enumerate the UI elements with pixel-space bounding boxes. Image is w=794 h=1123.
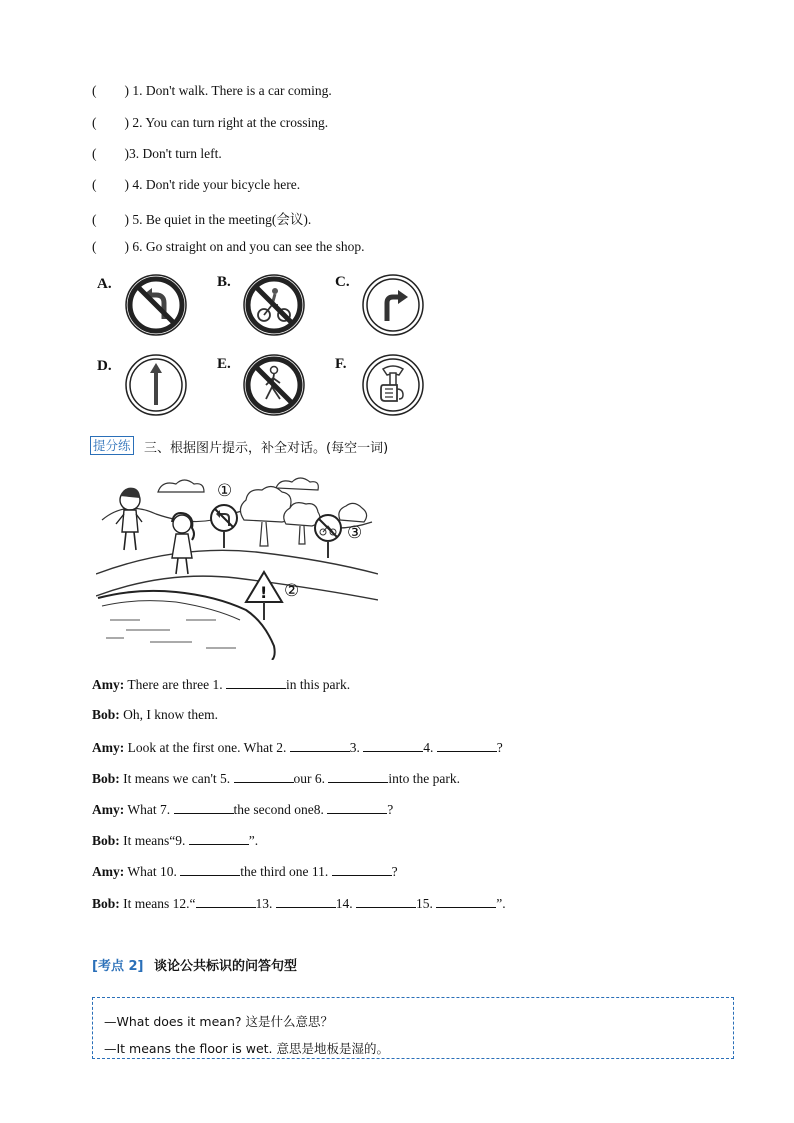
dialogue-text: the second one8. [233,802,328,817]
paren-open: ( [92,239,97,254]
example-line-1: —What does it mean? 这是什么意思？ [104,1014,333,1029]
scene-mark-2: ② [284,581,300,601]
paren-close: ) [124,212,129,227]
question-4 [92,177,300,193]
warning-mark: ! [260,583,268,602]
dialogue-line-6 [92,832,258,849]
dialogue-line-3 [92,739,503,756]
question-5 [92,208,311,228]
be-quiet-icon [361,353,425,417]
dialogue-text: What 10. [127,864,181,879]
dialogue-text: 3. [349,740,364,755]
dialogue-line-2 [92,707,218,723]
dialogue-text: ? [387,802,394,817]
no-walking-icon [242,353,306,417]
turn-right-icon [361,273,425,337]
question-text: 2. You can turn right at the crossing. [132,115,329,130]
dialogue-line-7 [92,863,398,880]
dialogue-text: ? [391,864,398,879]
dialogue-text: 14. [335,896,356,911]
no-left-turn-icon [124,273,188,337]
sign-label-a: A. [97,276,112,292]
blank-2[interactable] [290,739,350,752]
example-line-2: —It means the floor is wet. 意思是地板是湿的。 [104,1041,389,1056]
park-scene-illustration [96,470,378,660]
practice-tag: 提分练 [90,436,134,455]
go-straight-icon [124,353,188,417]
dialogue-text: the third one 11. [240,864,332,879]
dialogue-line-5 [92,801,393,818]
paren-open: ( [92,115,97,130]
kaodian-heading [92,955,297,974]
dialogue-text: It means“9. [123,833,189,848]
kaodian-label: [考点 2] [92,959,144,974]
dialogue-text: 15. [416,896,437,911]
paren-close: ) [124,239,129,254]
dialogue-line-4 [92,770,460,787]
dialogue-text: ”. [248,833,259,848]
dialogue-text: What 7. [127,802,174,817]
sign-label-d: D. [97,358,112,374]
dialogue-text: 13. [255,896,276,911]
speaker-bob: Bob: [92,833,120,848]
speaker-amy: Amy: [92,677,125,692]
blank-3[interactable] [363,739,423,752]
sign-label-e: E. [217,356,231,372]
speaker-amy: Amy: [92,864,125,879]
paren-open: ( [92,212,97,227]
blank-11[interactable] [332,863,392,876]
speaker-amy: Amy: [92,802,125,817]
speaker-bob: Bob: [92,771,120,786]
blank-1[interactable] [226,676,286,689]
paren-close: ) [124,115,129,130]
scene-mark-3: ③ [347,523,363,543]
question-text: 4. Don't ride your bicycle here. [132,177,301,192]
question-text: 1. Don't walk. There is a car coming. [132,83,332,98]
dialogue-text: our 6. [293,771,329,786]
dialogue-text: ? [496,740,503,755]
dialogue-text: into the park. [388,771,461,786]
blank-8[interactable] [327,801,387,814]
blank-4[interactable] [437,739,497,752]
blank-5[interactable] [234,770,294,783]
question-text: 5. Be quiet in the meeting(会议). [132,212,312,227]
scene-mark-1: ① [217,481,233,501]
blank-10[interactable] [180,863,240,876]
dialogue-line-8 [92,895,506,912]
section-title: 三、根据图片提示，补全对话。(每空一词) [144,441,389,456]
speaker-bob: Bob: [92,707,120,722]
speaker-bob: Bob: [92,896,120,911]
question-2 [92,115,328,131]
question-3 [92,146,222,162]
blank-7[interactable] [174,801,234,814]
dialogue-text: It means we can't 5. [123,771,234,786]
question-text: 6. Go straight on and you can see the shop. [132,239,365,254]
paren-close: ) [124,177,129,192]
question-text: 3. Don't turn left. [129,146,222,161]
question-1 [92,83,332,99]
no-bicycle-icon [242,273,306,337]
dialogue-text: 4. [423,740,437,755]
question-6 [92,239,364,255]
blank-6[interactable] [328,770,388,783]
sign-label-b: B. [217,274,231,290]
dialogue-text: There are three 1. [127,677,226,692]
sign-label-f: F. [335,356,347,372]
paren-close: ) [124,146,129,161]
paren-close: ) [124,83,129,98]
paren-open: ( [92,83,97,98]
blank-9[interactable] [189,832,249,845]
sign-label-c: C. [335,274,350,290]
dialogue-line-1 [92,676,350,693]
dialogue-text: It means 12.“ [123,896,196,911]
blank-13[interactable] [276,895,336,908]
dialogue-text: Oh, I know them. [123,707,219,722]
kaodian-title: 谈论公共标识的问答句型 [154,959,298,974]
dialogue-text: in this park. [285,677,351,692]
blank-14[interactable] [356,895,416,908]
blank-12[interactable] [196,895,256,908]
dialogue-text: ”. [496,896,506,911]
blank-15[interactable] [436,895,496,908]
dialogue-text: Look at the first one. What 2. [127,740,290,755]
paren-open: ( [92,146,97,161]
speaker-amy: Amy: [92,740,125,755]
paren-open: ( [92,177,97,192]
